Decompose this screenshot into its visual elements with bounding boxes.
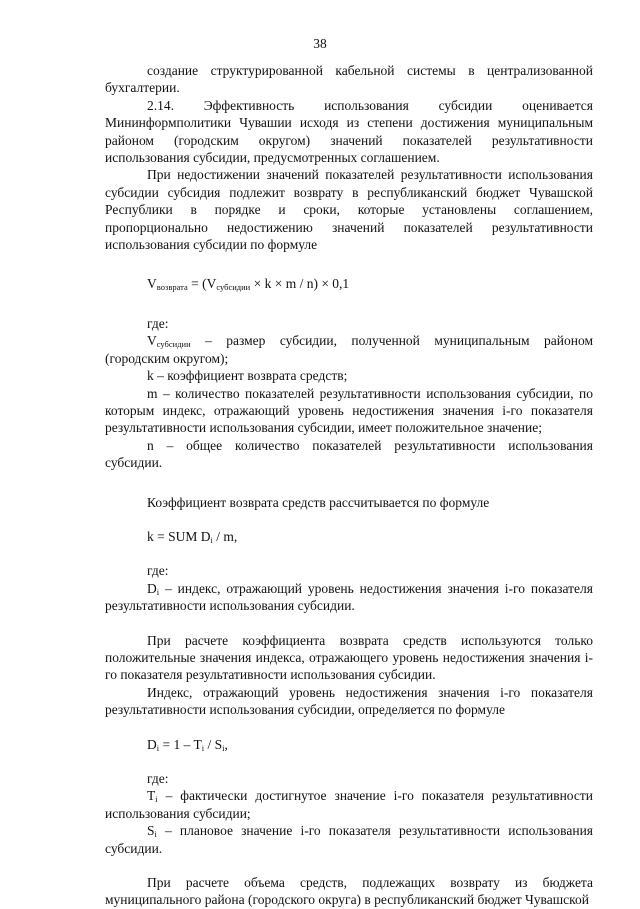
paragraph-index-formula: Индекс, отражающий уровень недостижения значения i-го показателя результативности использования субсидии, определяется по формуле (105, 684, 593, 718)
paragraph-cable-system: создание структурированной кабельной системы в централизованной бухгалтерии. (105, 63, 593, 96)
definition-v-subsidy: $V_{субсидии}$ – размер субсидии, полученной муниципальным районом (городским округом); (105, 333, 593, 366)
paragraph-return-condition: При недостижении значений показателей результативности использования субсидии субсидия подлежит возврату в республиканский бюджет Чувашской Республики в порядке и сроки, которые установлены соглашением, пропорционально недостижению значений показателей результативности использования субсидии по формуле (105, 167, 593, 253)
definition-m: m – количество показателей результативности использования субсидии, по которым индекс, отражающий уровень недостижения значения i-го показателя результативности использования субсидии, имеет положительное значение; (105, 385, 593, 436)
definition-t: $T_i$ – фактически достигнутое значение i-го показателя результативности использования субсидии; (105, 788, 593, 821)
formula-v-return: $V_{возврата} = (V_{субсидии} \times k \times m / n) \times 0,1$ (147, 276, 350, 293)
definition-s: $S_i$ – плановое значение i-го показателя результативности использования субсидии. (105, 823, 593, 856)
paragraph-return-volume: При расчете объема средств, подлежащих возврату из бюджета муниципального района (городского округа) в республиканский бюджет Чувашской (105, 875, 593, 908)
where-label-2: где: (147, 563, 169, 579)
where-label-1: где: (147, 315, 169, 331)
definition-d: $D_i$ – индекс, отражающий уровень недостижения значения i-го показателя результативности использования субсидии. (105, 580, 593, 614)
page-number: 38 (313, 36, 327, 51)
definition-n: n – общее количество показателей результативности использования субсидии. (105, 437, 593, 471)
paragraph-positive-values: При расчете коэффициента возврата средств используются только положительные значения индекса, отражающего уровень недостижения значения i-го показателя результативности использования субсидии. (105, 632, 593, 683)
formula-k: k = SUM $D_i$ / m, (147, 528, 238, 545)
where-label-3: где: (147, 771, 169, 786)
paragraph-coefficient-formula: Коэффициент возврата средств рассчитывается по формуле (147, 494, 490, 510)
document-body (105, 62, 593, 909)
definition-k: k – коэффициент возврата средств; (147, 368, 348, 384)
paragraph-2-14: 2.14. Эффективность использования субсидии оценивается Мининформполитики Чувашии исходя из степени достижения муниципальным районом (городским округом) значений показателей результативности использования субсидии, предусмотренных соглашением. (105, 97, 593, 166)
formula-d: $D_i = 1 - T_i / S_i$, (147, 736, 228, 753)
